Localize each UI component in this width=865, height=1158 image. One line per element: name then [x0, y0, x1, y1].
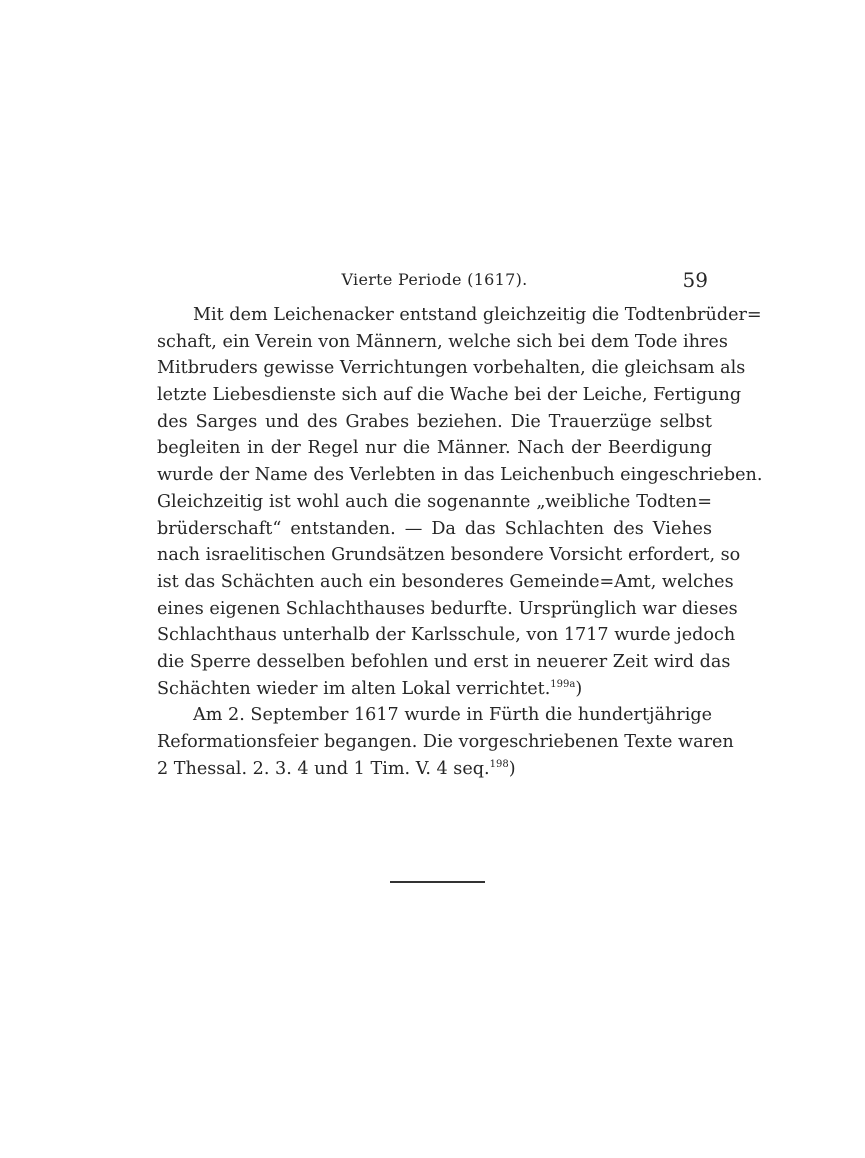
paragraph-reformationsfeier: [157, 702, 734, 782]
text-line: schaft, ein Verein von Männern, welche sich bei dem Tode ihres: [157, 331, 728, 352]
text-line: [157, 756, 712, 783]
text-line-content: 2 Thessal. 2. 3. 4 und 1 Tim. V. 4 seq.: [157, 758, 490, 779]
text-line: eines eigenen Schlachthauses bedurfte. Ursprünglich war dieses: [157, 598, 738, 619]
text-line: [157, 676, 712, 703]
text-line: begleiten in der Regel nur die Männer. Nach der Beerdigung: [157, 438, 712, 459]
text-line: Reformationsfeier begangen. Die vorgeschriebenen Texte waren: [157, 732, 734, 752]
paragraph-leichenacker: [157, 302, 763, 702]
text-line: Schlachthaus unterhalb der Karlsschule, von 1717 wurde jedoch: [157, 625, 736, 646]
running-head: Vierte Periode (1617).: [341, 270, 528, 289]
text-line: letzte Liebesdienste sich auf die Wache bei der Leiche, Fertigung: [157, 385, 742, 406]
text-line: nach israelitischen Grundsätzen besondere Vorsicht erfordert, so: [157, 545, 741, 566]
text-line: ist das Schächten auch ein besonderes Gemeinde=Amt, welches: [157, 571, 734, 592]
text-line: die Sperre desselben befohlen und erst in neuerer Zeit wird das: [157, 651, 731, 672]
text-line: Mitbruders gewisse Verrichtungen vorbehalten, die gleichsam als: [157, 358, 746, 379]
footnote-reference: 198: [489, 758, 509, 770]
text-line: Mit dem Leichenacker entstand gleichzeitig die Todtenbrüder=: [193, 305, 762, 325]
footnote-reference: 199a: [550, 678, 576, 690]
body-text: [157, 302, 763, 782]
page-header: [157, 270, 712, 300]
footnote-reference-close: ): [508, 758, 516, 779]
section-end-rule: [390, 881, 485, 883]
text-line: Am 2. September 1617 wurde in Fürth die hundertjährige: [193, 705, 712, 726]
text-line: Gleichzeitig ist wohl auch die sogenannte „weibliche Todten=: [157, 491, 712, 512]
text-line-content: Schächten wieder im alten Lokal verrichtet.: [157, 678, 551, 699]
footnote-reference-close: ): [575, 678, 583, 699]
text-line: des Sarges und des Grabes beziehen. Die Trauerzüge selbst: [157, 411, 712, 432]
page-number: 59: [682, 268, 708, 292]
text-line: brüderschaft“ entstanden. — Da das Schlachten des Viehes: [157, 518, 712, 539]
text-line: wurde der Name des Verlebten in das Leichenbuch eingeschrieben.: [157, 465, 763, 486]
